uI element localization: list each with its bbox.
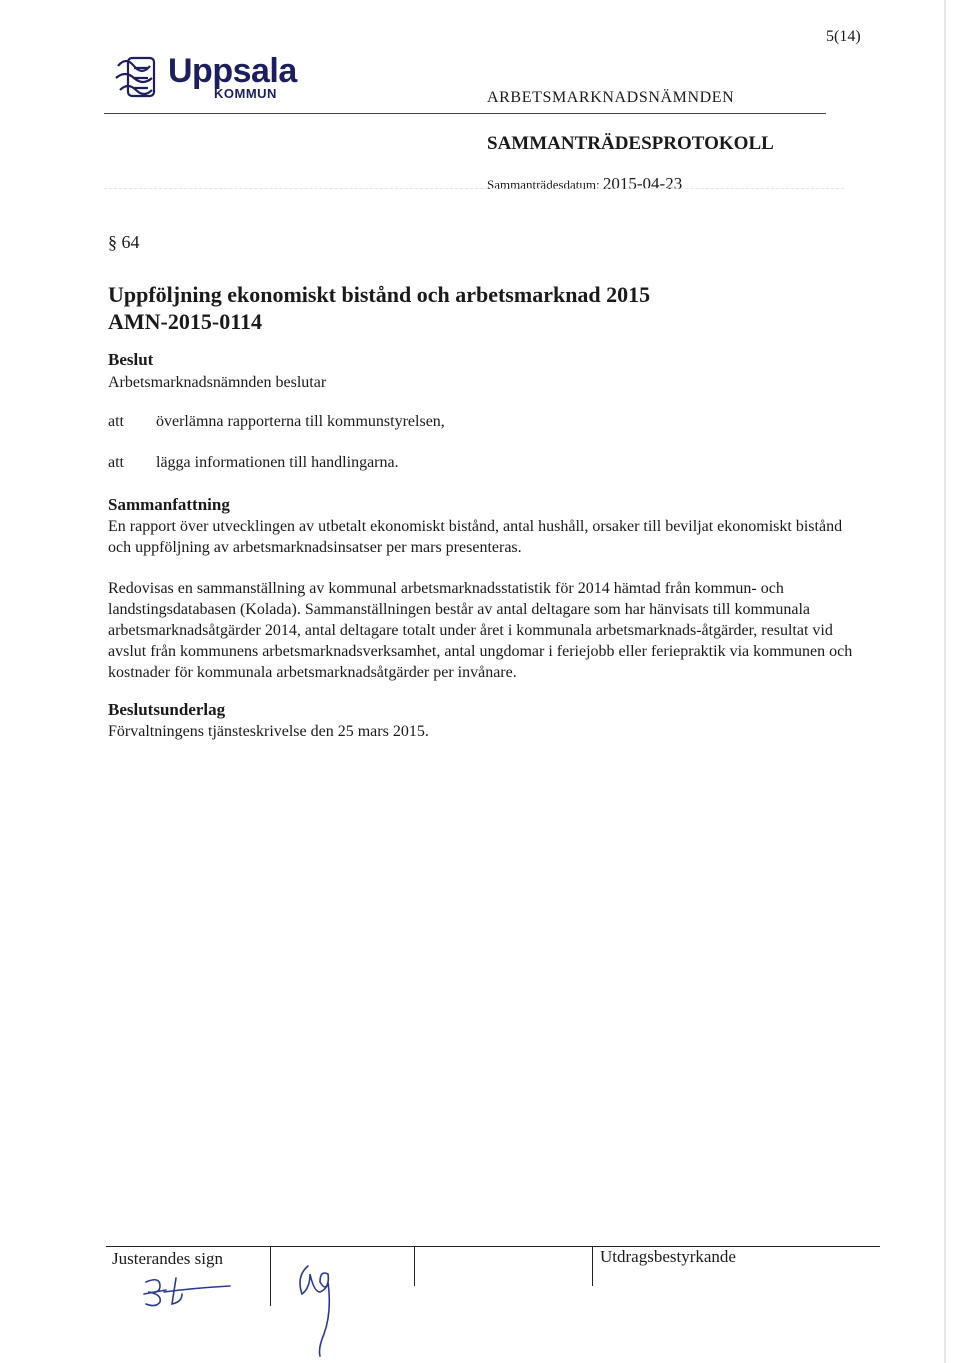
logo-subtext: KOMMUN <box>214 86 277 101</box>
footer-divider <box>106 1246 880 1247</box>
case-title-block <box>108 281 650 335</box>
handwritten-signatures-icon <box>140 1262 380 1362</box>
basis-text: Förvaltningens tjänsteskrivelse den 25 mars 2015. <box>108 723 429 740</box>
decision-item-text: lägga informationen till handlingarna. <box>156 454 399 471</box>
decision-item-text: överlämna rapporterna till kommunstyrelsen, <box>156 413 445 430</box>
basis-heading: Beslutsunderlag <box>108 700 226 719</box>
decision-heading: Beslut <box>108 350 154 369</box>
decision-intro: Arbetsmarknadsnämnden beslutar <box>108 374 327 391</box>
summary-paragraph: En rapport över utvecklingen av utbetalt ekonomiskt bistånd, antal hushåll, orsaker till beviljat ekonomiskt bistånd och uppföljning av arbetsmarknadsinsatser per mars presenteras. <box>108 518 843 556</box>
date-value: 2015-04-23 <box>602 174 683 193</box>
faint-divider <box>104 188 844 189</box>
committee-name: ARBETSMARKNADSNÄMNDEN <box>487 89 735 106</box>
page-number: 5(14) <box>826 28 861 45</box>
decision-item <box>108 413 445 431</box>
signature-label: Justerandes sign <box>112 1249 223 1268</box>
protocol-title: SAMMANTRÄDESPROTOKOLL <box>487 133 774 154</box>
logo-text: Uppsala <box>168 52 297 90</box>
footer-separator <box>414 1246 415 1286</box>
meeting-date <box>487 174 682 194</box>
section-number: § 64 <box>108 232 140 252</box>
summary-heading: Sammanfattning <box>108 495 230 514</box>
header-divider <box>104 113 826 114</box>
summary-paragraph: Redovisas en sammanställning av kommunal arbetsmarknadsstatistik för 2014 hämtad från kommun- och landstingsdatabasen (Kolada). Sammanställningen består av antal deltagare som har hänvisats till kommunala arbetsmarknadsåtgärder 2014, antal deltagare totalt under året i kommunala arbetsmarknads-åtgärder, resultat vid avslut från kommunens arbetsmarknadsverksamhet, antal ungdomar i feriejobb eller feriepraktik via kommunen och kostnader för kommunala arbetsmarknadsåtgärder per invånare. <box>108 580 853 681</box>
footer-separator <box>592 1246 593 1286</box>
case-title: Uppföljning ekonomiskt bistånd och arbetsmarknad 2015 <box>108 282 651 307</box>
decision-item <box>108 454 399 472</box>
att-keyword: att <box>108 454 124 471</box>
att-keyword: att <box>108 413 124 430</box>
certification-label: Utdragsbestyrkande <box>600 1247 736 1266</box>
date-label: Sammanträdesdatum: <box>487 177 600 192</box>
case-id: AMN-2015-0114 <box>108 309 262 334</box>
scan-edge <box>944 0 946 1363</box>
